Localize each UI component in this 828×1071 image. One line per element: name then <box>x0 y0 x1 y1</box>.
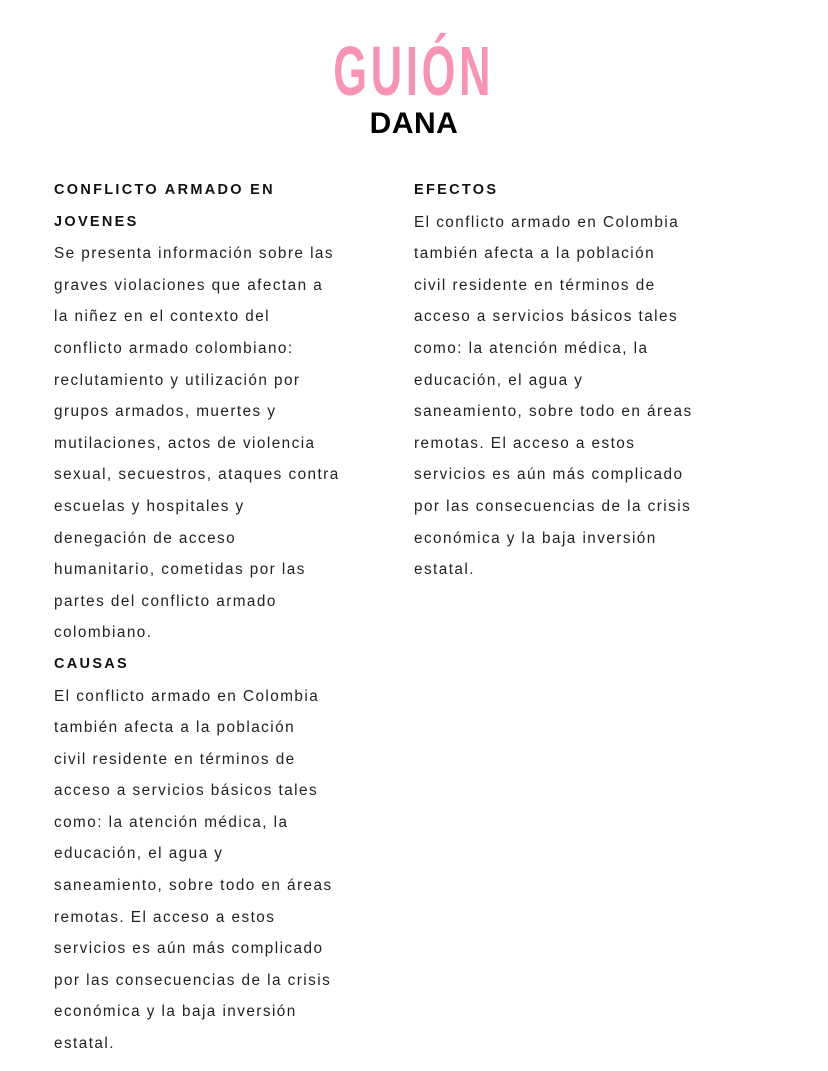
body-text-line: servicios es aún más complicado <box>54 940 324 958</box>
body-text-line: escuelas y hospitales y <box>54 497 245 515</box>
body-text-line: también afecta a la población <box>414 245 656 263</box>
body-text-line: El conflicto armado en Colombia <box>54 687 320 705</box>
section <box>54 175 340 649</box>
body-text-line: por las consecuencias de la crisis <box>414 497 692 515</box>
body-text-line: graves violaciones que afectan a <box>54 276 324 294</box>
body-text-line: humanitario, cometidas por las <box>54 561 306 579</box>
body-text-line: remotas. El acceso a estos <box>414 434 636 452</box>
body-text-line: económica y la baja inversión <box>414 529 657 547</box>
body-text-line: saneamiento, sobre todo en áreas <box>54 877 333 895</box>
body-text-line: El conflicto armado en Colombia <box>414 213 680 231</box>
document-subtitle: DANA <box>369 107 459 140</box>
body-text-line: la niñez en el contexto del <box>54 308 271 326</box>
body-text-line: estatal. <box>414 561 475 579</box>
body-text-line: saneamiento, sobre todo en áreas <box>414 403 693 421</box>
section <box>54 649 340 1060</box>
body-text-line: servicios es aún más complicado <box>414 466 684 484</box>
section-heading: JOVENES <box>54 213 139 230</box>
section <box>414 175 693 586</box>
body-text-line: como: la atención médica, la <box>54 813 289 831</box>
body-text-line: grupos armados, muertes y <box>54 403 277 421</box>
body-text-line: sexual, secuestros, ataques contra <box>54 466 340 484</box>
body-text-line: mutilaciones, actos de violencia <box>54 434 316 452</box>
body-text-line: acceso a servicios básicos tales <box>414 308 679 326</box>
body-text-line: colombiano. <box>54 624 153 642</box>
body-text-line: educación, el agua y <box>54 845 224 863</box>
title-text: GUIÓN <box>333 32 495 110</box>
body-text-line: remotas. El acceso a estos <box>54 908 276 926</box>
body-text-line: civil residente en términos de <box>54 750 296 768</box>
body-text-line: educación, el agua y <box>414 371 584 389</box>
body-text-line: económica y la baja inversión <box>54 1003 297 1021</box>
document-title <box>0 32 828 110</box>
section-heading: CONFLICTO ARMADO EN <box>54 182 275 198</box>
body-text-line: acceso a servicios básicos tales <box>54 782 319 800</box>
body-text-line: denegación de acceso <box>54 529 237 547</box>
body-text-line: conflicto armado colombiano: <box>54 339 294 357</box>
section-heading: CAUSAS <box>54 655 130 672</box>
body-text-line: como: la atención médica, la <box>414 339 649 357</box>
right-column <box>414 175 693 586</box>
body-text-line: partes del conflicto armado <box>54 592 277 610</box>
body-text-line: Se presenta información sobre las <box>54 245 334 263</box>
body-text-line: por las consecuencias de la crisis <box>54 971 332 989</box>
left-column <box>54 175 340 1060</box>
body-text-line: estatal. <box>54 1035 115 1053</box>
section-heading: EFECTOS <box>414 182 499 198</box>
body-text-line: reclutamiento y utilización por <box>54 371 301 389</box>
body-text-line: civil residente en términos de <box>414 276 656 294</box>
body-text-line: también afecta a la población <box>54 719 296 737</box>
